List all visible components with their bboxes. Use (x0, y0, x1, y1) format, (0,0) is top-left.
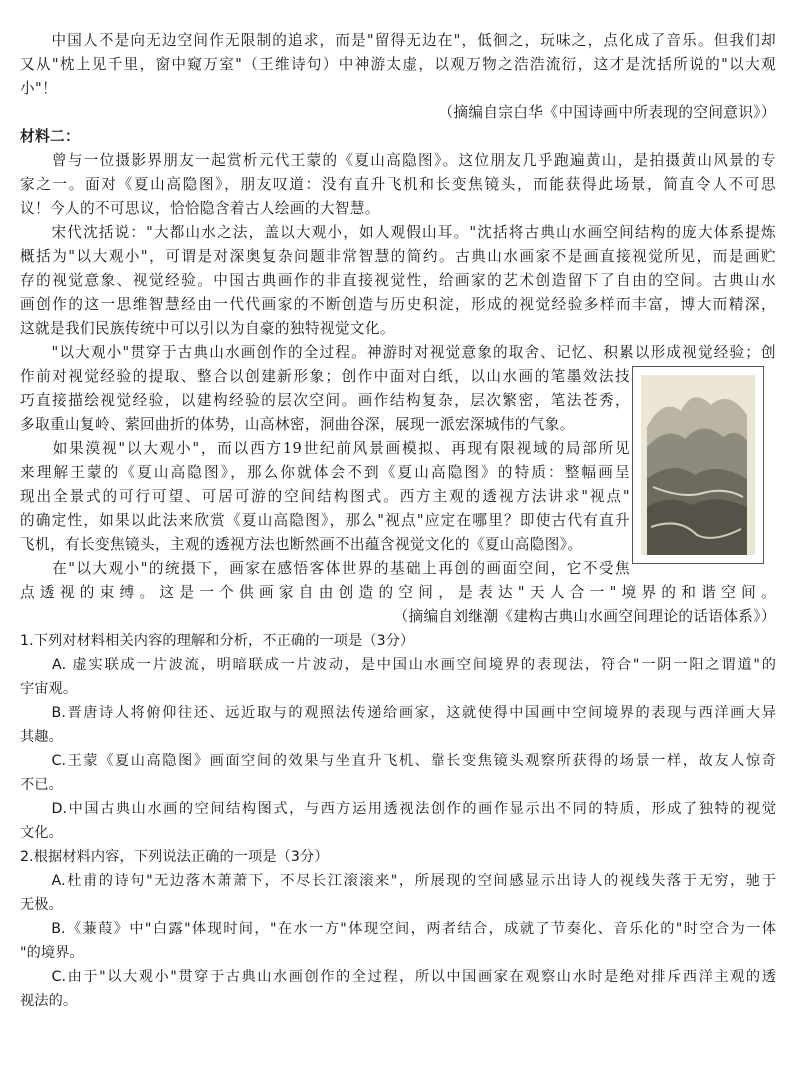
citation-1: （摘编自宗白华《中国诗画中所表现的空间意识》） (438, 104, 776, 121)
p4-line-1: 如果漠视"以大观小"，而以西方19世纪前风景画模拟、再现有限视域的局部所见 (20, 440, 630, 457)
intro-line-3: 小"！ (20, 80, 58, 97)
q2-option-b-line-2: "的境界。 (20, 945, 84, 961)
q1-option-b-line-1: B.晋唐诗人将俯仰往还、远近取与的观照法传递给画家，这就使得中国画中空间境界的表现与西洋画大异 (20, 705, 776, 721)
p1-line-1: 曾与一位摄影界朋友一起赏析元代王蒙的《夏山高隐图》。这位朋友几乎跑遍黄山，是拍摄黄山风景的专 (20, 152, 776, 169)
p2-line-1: 宋代沈括说："大都山水之法，盖以大观小，如人观假山耳。"沈括将古典山水画空间结构的庞大体系提炼 (20, 224, 776, 241)
p2-line-5: 这就是我们民族传统中可以引以为自豪的独特视觉文化。 (20, 320, 395, 337)
q1-option-c-line-1: C.王蒙《夏山高隐图》画面空间的效果与坐直升飞机、靠长变焦镜头观察所获得的场景一样，故友人惊奇 (20, 753, 776, 769)
p4-line-5: 飞机，有长变焦镜头，主观的透视方法也断然画不出蕴含视觉文化的《夏山高隐图》。 (20, 536, 583, 553)
p2-line-4: 画创作的这一思维智慧经由一代代画家的不断创造与历史积淀，形成的视觉经验多样而丰富，博大而精深， (20, 296, 776, 313)
intro-line-2: 又从"枕上见千里，窗中窥万室"（王维诗句）中神游太虚，以观万物之浩浩流衍，这才是沈括所说的"以大观 (20, 56, 776, 73)
forest-foreground (647, 499, 747, 555)
citation-2: （摘编自刘继潮《建构古典山水画空间理论的话语体系》） (393, 608, 776, 625)
q2-stem: 2.根据材料内容，下列说法正确的一项是（3分） (20, 849, 329, 865)
painting-svg (633, 367, 763, 563)
q1-option-b-line-2: 其趣。 (20, 729, 63, 745)
p3-line-3: 巧直接描绘视觉经验，以建构经验的层次空间。画作结构复杂，层次繁密，笔法苍秀， (20, 392, 630, 409)
p4-line-3: 现出全景式的可行可望、可居可游的空间结构图式。西方主观的透视方法讲求"视点" (20, 488, 630, 505)
q2-option-c-line-1: C.由于"以大观小"贯穿于古典山水画创作的全过程，所以中国画家在观察山水时是绝对排斥西洋主观的透 (20, 969, 776, 985)
q2-option-b-line-1: B.《蒹葭》中"白露"体现时间，"在水一方"体现空间，两者结合，成就了节奏化、音乐化的"时空合为一体 (20, 921, 776, 937)
q2-option-c-line-2: 视法的。 (20, 993, 78, 1009)
p1-line-2: 家之一。面对《夏山高隐图》，朋友叹道：没有直升飞机和长变焦镜头，而能获得此场景，简直令人不可思 (20, 176, 776, 193)
material-2-heading: 材料二： (20, 128, 80, 145)
p4-line-4: 的确定性，如果以此法来欣赏《夏山高隐图》，那么"视点"应定在哪里？即使古代有直升 (20, 512, 630, 529)
q2-option-a-line-2: 无极。 (20, 897, 63, 913)
q1-option-d-line-2: 文化。 (20, 825, 63, 841)
p5-line-2: 点透视的束缚。这是一个供画家自由创造的空间，是表达"天人合一"境界的和谐空间。 (20, 584, 776, 601)
q1-stem: 1.下列对材料相关内容的理解和分析，不正确的一项是（3分） (20, 633, 415, 649)
p5-line-1: 在"以大观小"的统摄下，画家在感悟客体世界的基础上再创的画面空间，它不受焦 (20, 560, 630, 577)
intro-line-1: 中国人不是向无边空间作无限制的追求，而是"留得无边在"，低徊之，玩味之，点化成了音乐。但我们却 (20, 32, 776, 49)
p3-line-4: 多取重山复岭、萦回曲折的体势，山高林密，洞曲谷深，展现一派宏深城伟的气象。 (20, 416, 575, 433)
p4-line-2: 来理解王蒙的《夏山高隐图》，那么你就体会不到《夏山高隐图》的特质：整幅画呈 (20, 464, 630, 481)
q1-option-a-line-2: 宇宙观。 (20, 681, 78, 697)
p3-line-2: 作前对视觉经验的提取、整合以创建新形象；创作中面对白纸，以山水画的笔墨效法技 (20, 368, 630, 385)
p3-line-1: "以大观小"贯穿于古典山水画创作的全过程。神游时对视觉意象的取舍、记忆、积累以形成视觉经验；创 (20, 344, 776, 361)
p1-line-3: 议！今人的不可思议，恰恰隐含着古人绘画的大智慧。 (20, 200, 380, 217)
q1-option-c-line-2: 不已。 (20, 777, 63, 793)
q1-option-d-line-1: D.中国古典山水画的空间结构图式，与西方运用透视法创作的画作显示出不同的特质，形成了独特的视觉 (20, 801, 776, 817)
q2-option-a-line-1: A.杜甫的诗句"无边落木萧萧下，不尽长江滚滚来"，所展现的空间感显示出诗人的视线失落于无穷，驰于 (20, 873, 776, 889)
landscape-painting-image (632, 366, 764, 564)
p2-line-3: 存的视觉意象、视觉经验。中国古典画作的非直接视觉性，给画家的艺术创造留下了自由的空间。古典山水 (20, 272, 776, 289)
p2-line-2: 概括为"以大观小"，可谓是对深奥复杂问题非常智慧的简约。古典山水画家不是画直接视觉所见，而是画贮 (20, 248, 776, 265)
q1-option-a-line-1: A. 虚实联成一片波流，明暗联成一片波动，是中国山水画空间境界的表现法，符合"一阴一阳之谓道"的 (20, 657, 776, 673)
